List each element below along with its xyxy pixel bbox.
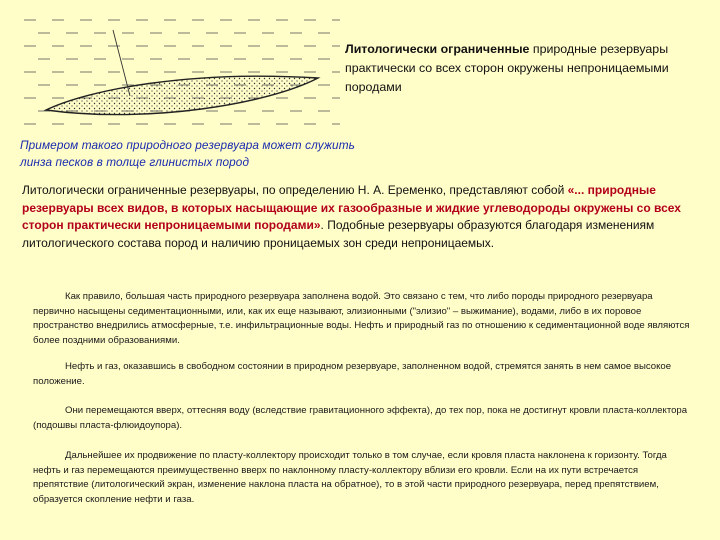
heading-bold: Литологически ограниченные: [345, 42, 530, 56]
definition-tail: . Подобные резервуары образуются благодаря изменениям литологического состава пород и наличию проницаемых зон среди непроницаемых.: [22, 218, 655, 250]
definition-quote: «... природные резервуары всех видов, в которых насыщающие их газообразные и жидкие углеводороды окружены со всех сторон практически непроницаемыми породами»: [22, 183, 681, 233]
paragraph-water: Как правило, большая часть природного резервуара заполнена водой. Это связано с тем, что либо породы природного резервуара первично насыщены седиментационными, или, как их еще называют, элизионными ("элизио" – выжимание), водами, либо в их поровое пространство внедрились атмосферные, т.е. инфильтрационные воды. Нефть и природный газ по отношению к седиментационной воде являются более поздними образованиями.: [33, 291, 690, 346]
paragraph-accumulation: Дальнейшее их продвижение по пласту-коллектору происходит только в том случае, если кровля пласта наклонена к горизонту. Тогда нефть и газ перемещаются преимущественно вверх по наклонному пласту-коллектору вблизи его кровли. Если на их пути встречается препятствие (литологический экран, изменение наклона пласта на обратное), то в этой части природного резервуара, перед препятствием, образуется скопление нефти и газа.: [33, 450, 667, 505]
well-line: [113, 30, 130, 96]
paragraph-migration: Они перемещаются вверх, оттесняя воду (вследствие гравитационного эффекта), до тех пор, пока не достигнут кровли пласта-коллектора (подошвы пласта-флюидоупора).: [33, 405, 688, 431]
sand-lens-diagram: [18, 12, 340, 134]
sand-lens: [46, 76, 318, 114]
slide-heading: [345, 40, 705, 97]
figure-caption: Примером такого природного резервуара может служить линза песков в толще глинистых пород: [20, 138, 355, 169]
paragraph-position: Нефть и газ, оказавшись в свободном состоянии в природном резервуаре, заполненном водой, стремятся занять в нем самое высокое положение.: [33, 361, 672, 387]
definition-intro: Литологически ограниченные резервуары, по определению Н. А. Еременко, представляют собой: [22, 183, 568, 197]
heading-rest: природные резервуары практически со всех сторон окружены непроницаемыми породами: [345, 42, 669, 94]
main-definition: [22, 182, 702, 252]
